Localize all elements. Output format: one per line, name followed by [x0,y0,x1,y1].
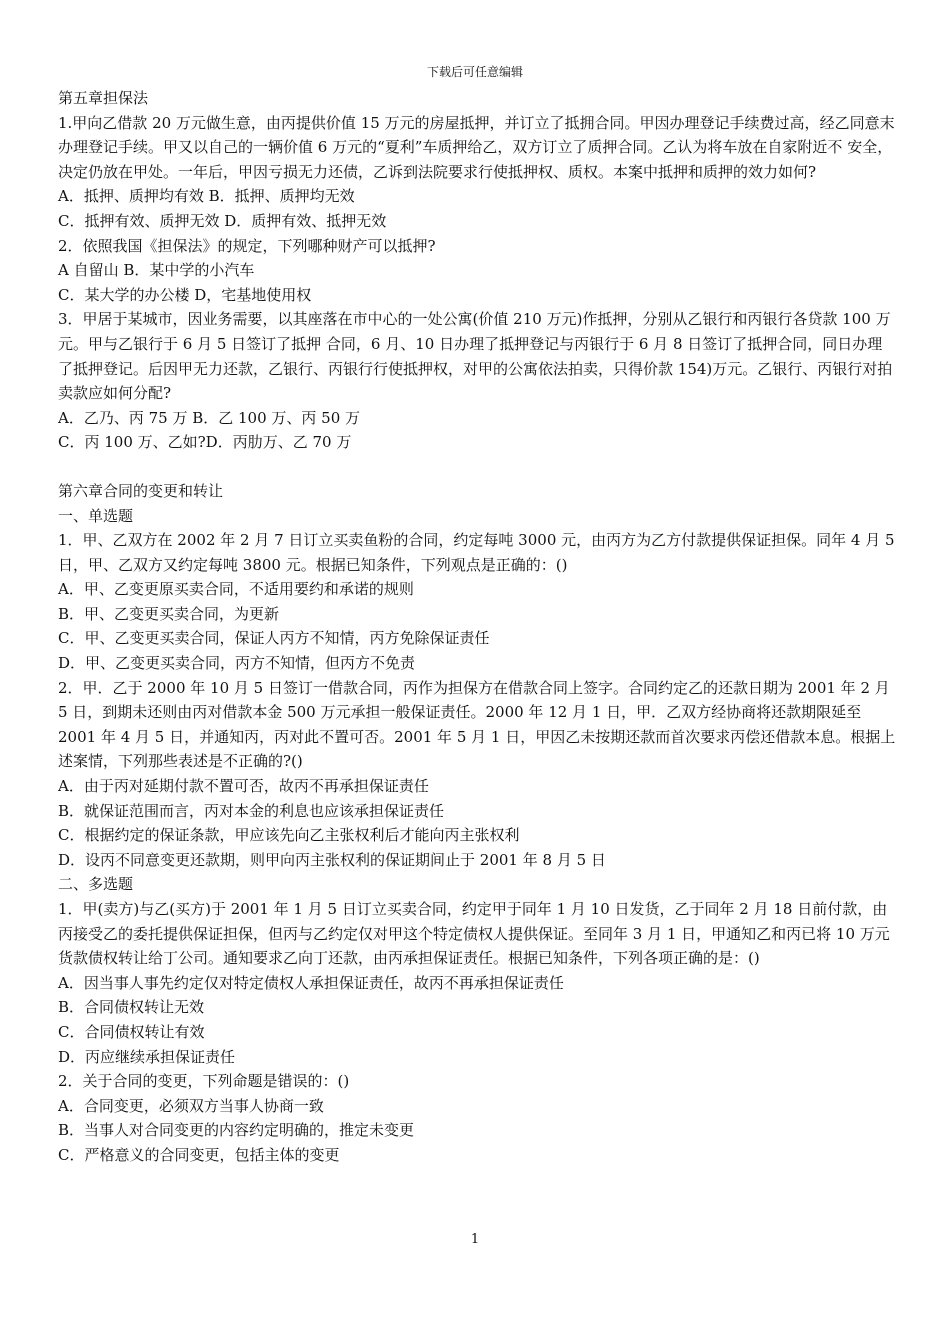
ch5-q3-options-cd: C．丙 100 万、乙如?D．丙肋万、乙 70 万 [58,433,352,452]
ch5-question-3: 3．甲居于某城市，因业务需要，以其座落在市中心的一处公寓(价值 210 万元)作抵押，分别从乙银行和丙银行各贷款 100 万元。甲与乙银行于 6 月 5 日签订了抵押 合同，6 月、10 日办理了抵押登记与丙银行于 6 月 8 日签订了抵押合同，同日办理了抵押登记。后因甲无力还款，乙银行、丙银行行使抵押权，对甲的公寓依法拍卖，只得价款 154)万元。乙银行、丙银行对拍卖款应如何分配? [58,310,893,403]
chapter6-title: 第六章合同的变更和转让 [58,481,224,500]
ch6-s1q1-option-c: C．甲、乙变更买卖合同，保证人丙方不知情，丙方免除保证责任 [58,629,490,648]
ch6-s1q1-option-d: D．甲、乙变更买卖合同，丙方不知情，但丙方不免责 [58,654,416,673]
ch6-s1q2-option-a: A．由于丙对延期付款不置可否，故丙不再承担保证责任 [58,777,429,796]
ch5-question-2: 2．依照我国《担保法》的规定，下列哪种财产可以抵押? [58,236,436,255]
ch6-s2q1-option-b: B．合同债权转让无效 [58,998,205,1017]
ch6-s2-question-1: 1．甲(卖方)与乙(买方)于 2001 年 1 月 5 日订立买卖合同，约定甲于同年 1 月 10 日发货，乙于同年 2 月 18 日前付款，由丙接受乙的委托提供保证担保，但丙与乙约定仅对甲这个特定债权人提供保证。至同年 3 月 1 日，甲通知乙和丙已将 10 万元货款债权转让给丁公司。通知要求乙向丁还款，由丙承担保证责任。根据已知条件，下列各项正确的是：() [58,900,890,968]
ch6-s1-question-2: 2．甲．乙于 2000 年 10 月 5 日签订一借款合同，丙作为担保方在借款合同上签字。合同约定乙的还款日期为 2001 年 2 月 5 日，到期未还则由丙对借款本金 500 万元承担一般保证责任。2000 年 12 月 1 日，甲．乙双方经协商将还款期限延至 2001 年 4 月 5 日，并通知丙，丙对此不置可否。2001 年 5 月 1 日，甲因乙未按期还款而首次要求丙偿还借款本息。根据上述案情，下列那些表述是不正确的?() [58,678,896,771]
ch6-s2q1-option-d: D．丙应继续承担保证责任 [58,1047,236,1066]
ch6-s1q2-option-d: D．设丙不同意变更还款期，则甲向丙主张权利的保证期间止于 2001 年 8 月 5 日 [58,850,606,869]
ch5-q2-options-ab: A 自留山 B．某中学的小汽车 [58,261,255,280]
ch6-s1q2-option-b: B．就保证范围而言，丙对本金的利息也应该承担保证责任 [58,801,445,820]
ch5-q3-options-ab: A．乙乃、丙 75 万 B．乙 100 万、丙 50 万 [58,408,361,427]
ch6-s2q1-option-a: A．因当事人事先约定仅对特定债权人承担保证责任，故丙不再承担保证责任 [58,973,564,992]
ch5-question-1: 1.甲向乙借款 20 万元做生意，由丙提供价值 15 万元的房屋抵押，并订立了抵拥合同。甲因办理登记手续费过高，经乙同意末办理登记手续。甲又以自己的一辆价值 6 万元的“夏利”车质押给乙，双方订立了质押合同。乙认为将车放在自家附近不 安全，决定仍放在甲处。一年后，甲因亏损无力还债，乙诉到法院要求行使抵押权、质权。本案中抵押和质押的效力如何? [58,113,895,181]
ch6-s2q2-option-b: B．当事人对合同变更的内容约定明确的，推定未变更 [58,1121,415,1140]
header-note: 下载后可任意编辑 [426,65,523,79]
multiple-choice-heading: 二、多选题 [58,875,134,894]
ch6-s1q1-option-b: B．甲、乙变更买卖合同，为更新 [58,604,280,623]
ch6-s1q1-option-a: A．甲、乙变更原买卖合同，不适用要约和承诺的规则 [58,580,414,599]
document-body [58,86,896,1168]
ch6-s2q1-option-c: C．合同债权转让有效 [58,1022,205,1041]
ch5-q1-options-ab: A．抵押、质押均有效 B．抵押、质押均无效 [58,187,355,206]
ch6-s2q2-option-c: C．严格意义的合同变更，包括主体的变更 [58,1145,340,1164]
chapter5-title: 第五章担保法 [58,89,149,107]
page-number: 1 [470,1232,480,1247]
ch5-q2-options-cd: C．某大学的办公楼 D，宅基地使用权 [58,285,312,304]
ch6-s1q2-option-c: C．根据约定的保证条款，甲应该先向乙主张权利后才能向丙主张权利 [58,826,520,845]
section-gap [58,455,896,479]
ch6-s2q2-option-a: A．合同变更，必须双方当事人协商一致 [58,1096,324,1115]
ch6-s1-question-1: 1．甲、乙双方在 2002 年 2 月 7 日订立买卖鱼粉的合同，约定每吨 3000 元，由丙方为乙方付款提供保证担保。同年 4 月 5 日，甲、乙双方又约定每吨 3800 元。根据已知条件，下列观点是正确的：() [58,531,895,574]
ch6-s2-question-2: 2．关于合同的变更，下列命题是错误的：() [58,1072,350,1091]
single-choice-heading: 一、单选题 [58,506,134,525]
ch5-q1-options-cd: C．抵押有效、质押无效 D．质押有效、抵押无效 [58,211,387,230]
